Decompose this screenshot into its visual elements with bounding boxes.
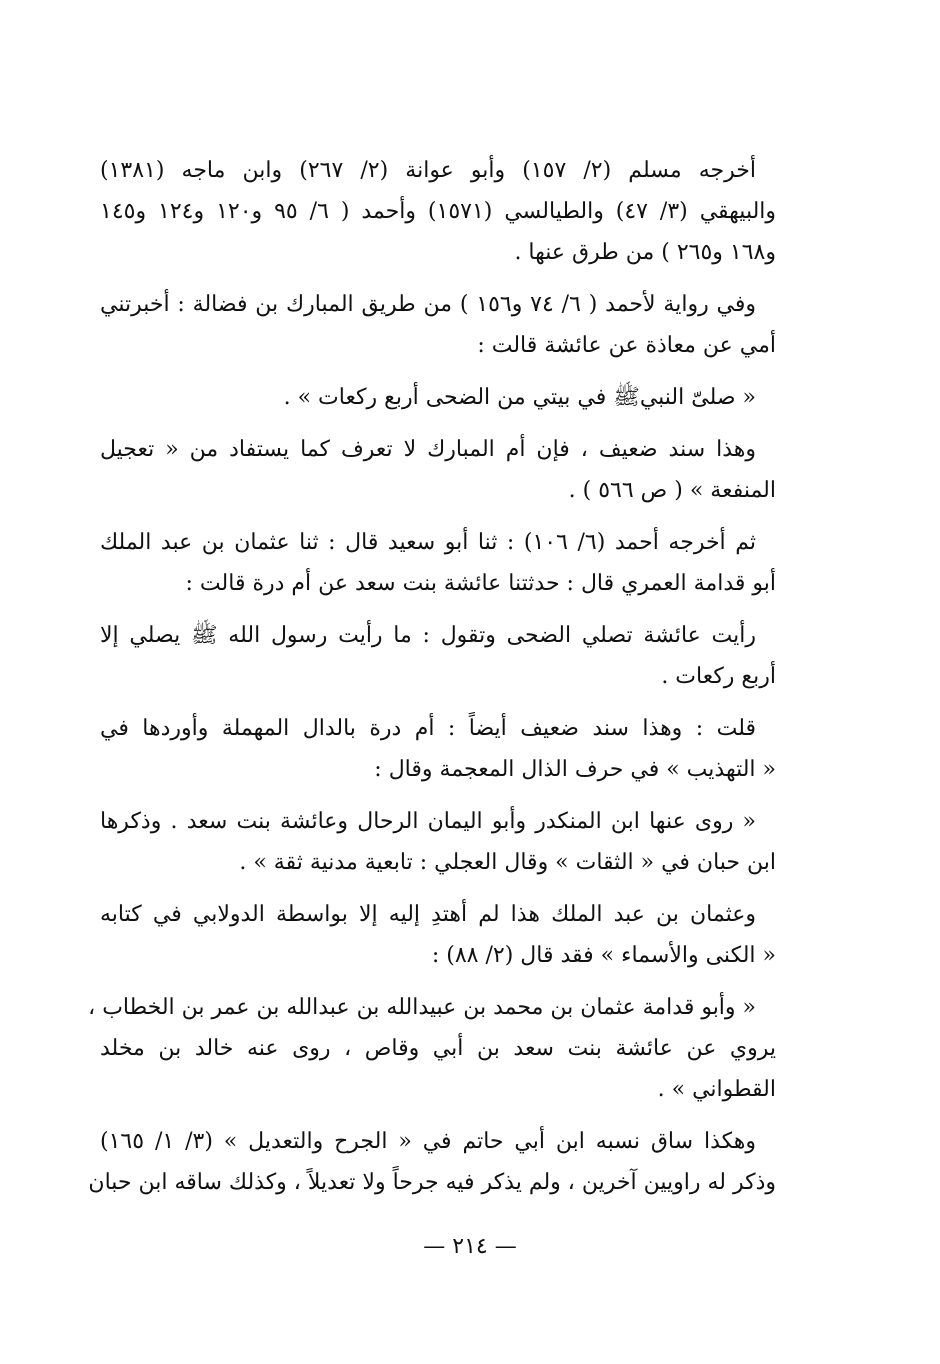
text-line: أربع ركعات . <box>661 664 776 689</box>
page-body <box>88 150 777 1214</box>
paragraph-p4 <box>100 429 776 511</box>
paragraph-p6 <box>100 615 776 697</box>
paragraph-p1 <box>100 150 776 273</box>
paragraph-p10 <box>88 987 776 1110</box>
text-line: وهذا سند ضعيف ، فإن أم المبارك لا تعرف كما يستفاد من « تعجيل <box>100 437 756 462</box>
text-line: أبو قدامة العمري قال : حدثتنا عائشة بنت سعد عن أم درة قالت : <box>185 571 776 596</box>
text-line: رأيت عائشة تصلي الضحى وتقول : ما رأيت رسول الله ﷺ يصلي إلا <box>100 623 756 648</box>
text-line: وفي رواية لأحمد ( ٦/ ٧٤ و١٥٦ ) من طريق المبارك بن فضالة : أخبرتني <box>100 292 757 317</box>
text-line: « التهذيب » في حرف الذال المعجمة وقال : <box>374 757 776 782</box>
paragraph-p3 <box>100 377 776 418</box>
text-line: المنفعة » ( ص ٥٦٦ ) . <box>568 478 776 503</box>
text-line: « الكنى والأسماء » فقد قال (٢/ ٨٨) : <box>431 943 776 968</box>
text-line: أخرجه مسلم (٢/ ١٥٧) وأبو عوانة (٢/ ٢٦٧) وابن ماجه (١٣٨١) <box>100 158 756 183</box>
text-line: ابن حبان في « الثقات » وقال العجلي : تابعية مدنية ثقة » . <box>239 850 776 875</box>
text-line: « صلىّ النبيﷺ في بيتي من الضحى أربع ركعات » . <box>283 385 756 410</box>
text-line: القطواني » . <box>657 1077 776 1102</box>
text-line: والبيهقي (٣/ ٤٧) والطيالسي (١٥٧١) وأحمد ( ٦/ ٩٥ و١٢٠ و١٢٤ و١٤٥ <box>100 199 777 224</box>
text-line: يروي عن عائشة بنت سعد بن أبي وقاص ، روى عنه خالد بن مخلد <box>100 1036 776 1061</box>
text-line: وذكر له راويين آخرين ، ولم يذكر فيه جرحاً ولا تعديلاً ، وكذلك ساقه ابن حبان <box>88 1170 776 1195</box>
text-line: قلت : وهذا سند ضعيف أيضاً : أم درة بالدال المهملة وأوردها في <box>100 716 756 741</box>
text-line: وهكذا ساق نسبه ابن أبي حاتم في « الجرح والتعديل » (٣/ ١/ ١٦٥) <box>100 1129 756 1154</box>
text-line: و١٦٨ و٢٦٥ ) من طرق عنها . <box>514 240 776 265</box>
paragraph-p5 <box>100 522 776 604</box>
paragraph-p11 <box>88 1121 776 1203</box>
page-number: — ٢١٤ — <box>423 1234 517 1259</box>
paragraph-p2 <box>100 284 776 366</box>
paragraph-p9 <box>100 894 776 976</box>
text-line: « روى عنها ابن المنكدر وأبو اليمان الرحال وعائشة بنت سعد . وذكرها <box>100 809 756 834</box>
text-line: « وأبو قدامة عثمان بن محمد بن عبيدالله بن عبدالله بن عمر بن الخطاب ، <box>88 995 756 1020</box>
paragraph-p7 <box>100 708 776 790</box>
text-line: وعثمان بن عبد الملك هذا لم أهتدِ إليه إلا بواسطة الدولابي في كتابه <box>100 902 756 927</box>
text-line: ثم أخرجه أحمد (٦/ ١٠٦) : ثنا أبو سعيد قال : ثنا عثمان بن عبد الملك <box>100 530 756 555</box>
text-line: أمي عن معاذة عن عائشة قالت : <box>477 333 776 358</box>
paragraph-p8 <box>100 801 776 883</box>
